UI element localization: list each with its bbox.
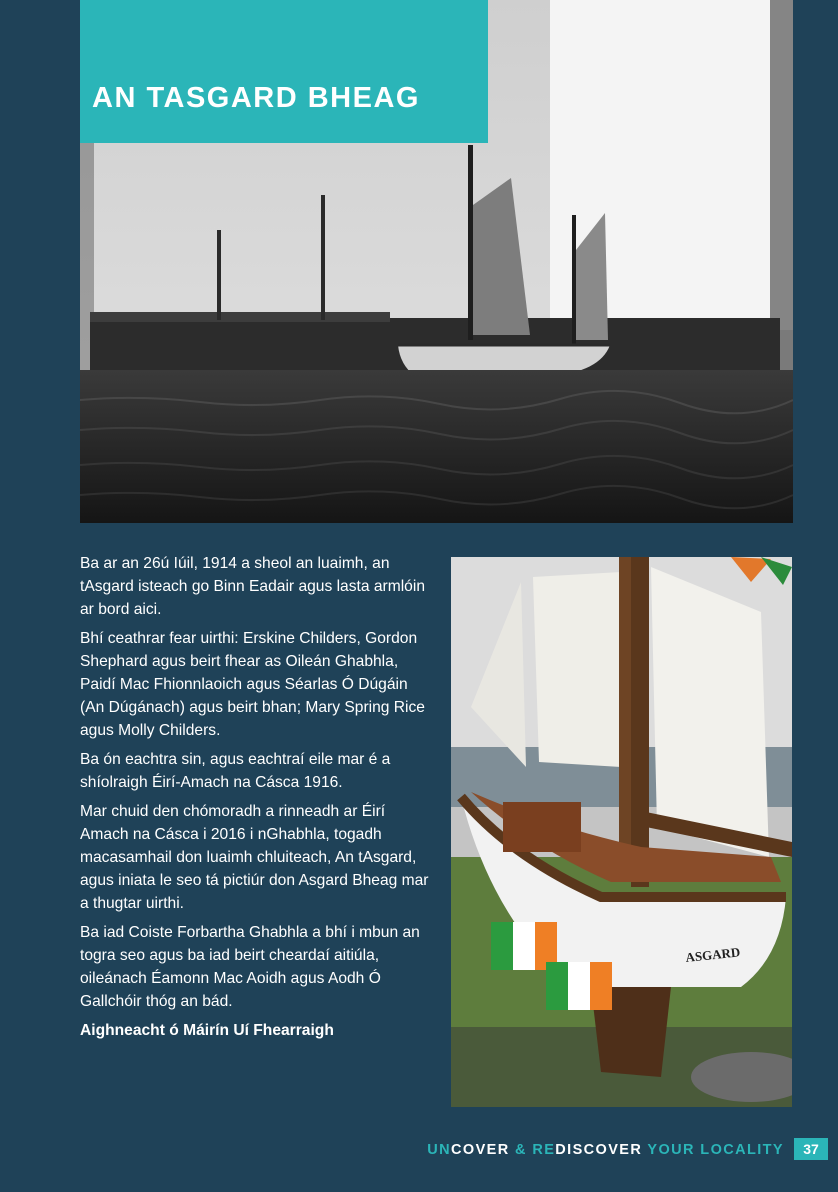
footer-part-un: UN bbox=[427, 1142, 452, 1158]
paragraph-5: Ba iad Coiste Forbartha Ghabhla a bhí i mbun an togra seo agus ba iad beirt cheardaí aitiúla, oileánach Éamonn Mac Aoidh agus Aodh Ó Gallchóir thóg an bád. bbox=[80, 924, 420, 1010]
footer-part-amp: & bbox=[509, 1142, 533, 1158]
paragraph-1: Ba ar an 26ú Iúil, 1914 a sheol an luaimh, an tAsgard isteach go Binn Eadair agus lasta armlóin ar bord aici. bbox=[80, 555, 425, 618]
page-title: AN TASGARD BHEAG bbox=[92, 82, 420, 114]
title-box bbox=[80, 0, 488, 143]
model-asgard-photo bbox=[451, 557, 792, 1107]
footer-part-cover: COVER bbox=[451, 1142, 510, 1158]
model-asgard-photo-graphic bbox=[451, 557, 792, 1107]
footer-tagline bbox=[427, 1142, 784, 1158]
boat-name-label: ASGARD bbox=[684, 944, 741, 965]
article-credit: Aighneacht ó Máirín Uí Fhearraigh bbox=[80, 1022, 334, 1039]
paragraph-2: Bhí ceathrar fear uirthi: Erskine Childers, Gordon Shephard agus beirt fhear as Oileán Ghabhla, Paidí Mac Fhionnlaoich agus Séarlas Ó Dúgáin (An Dúgánach) agus beirt bhan; Mary Spring Rice agus Molly Childers. bbox=[80, 630, 425, 739]
paragraph-4: Mar chuid den chómoradh a rinneadh ar Éirí Amach na Cásca i 2016 i nGhabhla, togadh macasamhail don luaimh chluiteach, An tAsgard, agus iniata le seo tá pictiúr don Asgard Bheag mar a thugtar uirthi. bbox=[80, 803, 429, 912]
paragraph-3: Ba ón eachtra sin, agus eachtraí eile mar é a shíolraigh Éirí-Amach na Cásca 1916. bbox=[80, 751, 391, 791]
page-footer bbox=[400, 1138, 828, 1162]
article-body bbox=[80, 552, 430, 1048]
footer-part-locality: YOUR LOCALITY bbox=[642, 1142, 784, 1158]
footer-part-re: RE bbox=[532, 1142, 556, 1158]
footer-part-discover: DISCOVER bbox=[555, 1142, 643, 1158]
page-number: 37 bbox=[794, 1138, 828, 1160]
